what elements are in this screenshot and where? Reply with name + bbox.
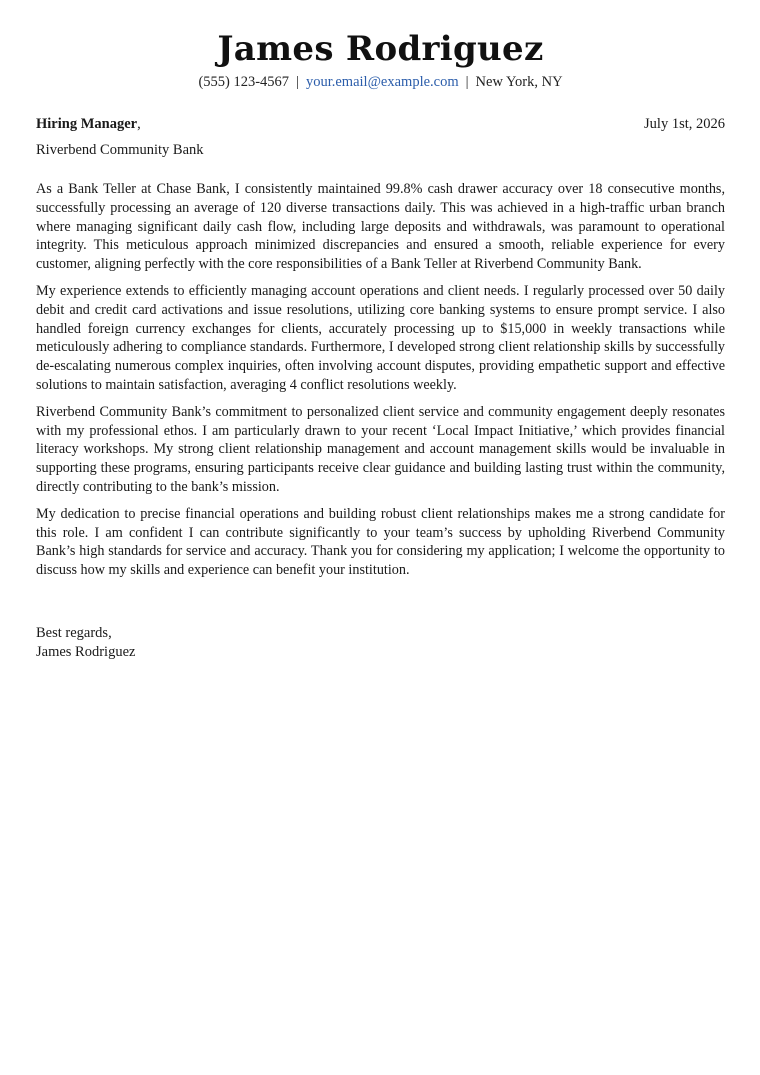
letter-date: July 1st, 2026 [644,116,725,132]
body-paragraph: My dedication to precise financial operations and building robust client relationships makes me a strong candidate for this role. I am confident I can contribute significantly to your team’s success by upholding Riverbend Community Bank’s high standards for service and accuracy. Thank you for considering my application; I welcome the opportunity to discuss how my skills and experience can benefit your institution. [36,505,725,579]
email-link[interactable]: your.email@example.com [305,74,459,90]
body-paragraph: My experience extends to efficiently managing account operations and client needs. I regularly processed over 50 daily debit and credit card activations and issue resolutions, utilizing core banking systems to ensure prompt service. I also handled foreign currency exchanges for clients, accurately processing up to $15,000 in weekly transactions while meticulously adhering to compliance standards. Furthermore, I developed strong client relationship skills by successfully de-escalating numerous complex inquiries, often involving account disputes, providing empathetic support and effective solutions to maintain satisfaction, averaging 4 conflict resolutions weekly. [36,282,725,393]
letter-body [36,180,725,588]
contact-separator: | [465,74,469,90]
recipient-name-comma: , [137,116,141,132]
body-paragraph: Riverbend Community Bank’s commitment to personalized client service and community engagement deeply resonates with my professional ethos. I am particularly drawn to your recent ‘Local Impact Initiative,’ which provides financial literacy workshops. My strong client relationship management and account management skills would be invaluable in supporting these programs, ensuring participants receive clear guidance and building lasting trust within the community, directly contributing to the bank’s mission. [36,403,725,495]
location: New York, NY [475,74,563,90]
closing-salutation: Best regards, [36,625,112,641]
contact-line [36,73,725,91]
contact-separator: | [296,74,299,90]
body-paragraph: As a Bank Teller at Chase Bank, I consistently maintained 99.8% cash drawer accuracy over 18 consecutive months, successfully processing an average of 120 diverse transactions daily. This was achieved in a high-traffic urban branch where managing significant daily cash flow, including large deposits and withdrawals, was paramount to operational integrity. This meticulous approach minimized discrepancies and ensured a smooth, reliable experience for every customer, aligning perfectly with the core responsibilities of a Bank Teller at Riverbend Community Bank. [36,181,725,273]
closing-signature: James Rodriguez [36,644,136,660]
recipient-company: Riverbend Community Bank [36,142,204,158]
applicant-name: James Rodriguez [217,29,544,69]
recipient-row [36,115,725,133]
phone-number: (555) 123-4567 [198,74,290,90]
letter-closing [36,624,135,662]
recipient-name: Hiring Manager [36,116,138,132]
